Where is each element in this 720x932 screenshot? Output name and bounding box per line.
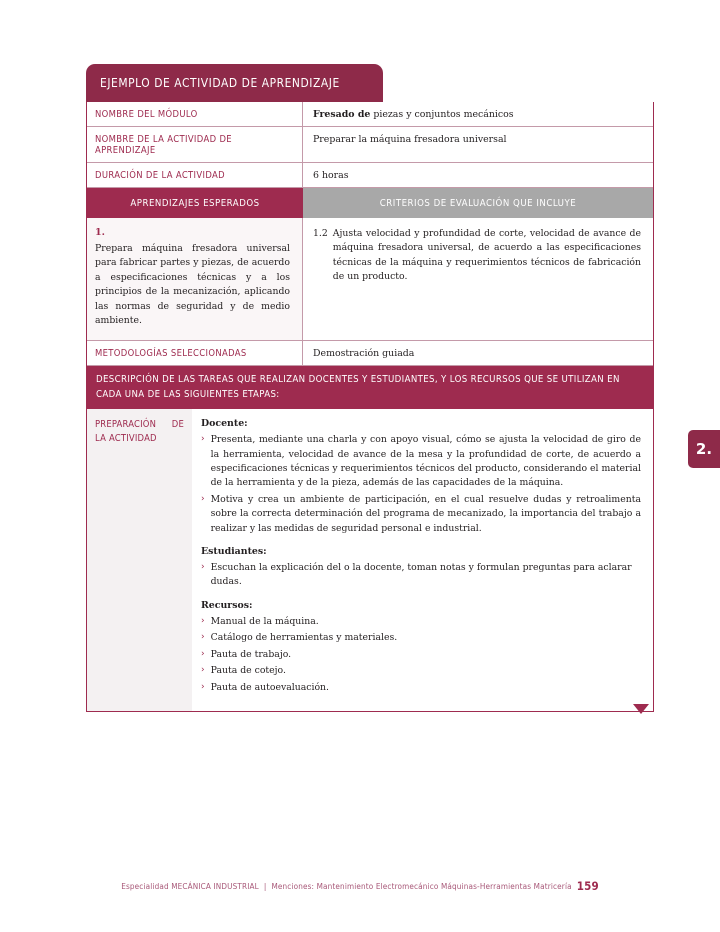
list-item: [201, 561, 641, 590]
list-item: [201, 631, 641, 645]
bullet-arrow-icon: ›: [201, 615, 205, 626]
footer-specialty: Especialidad MECÁNICA INDUSTRIAL: [121, 881, 259, 891]
row-label-nombre-actividad: NOMBRE DE LA ACTIVIDAD DE APRENDIZAJE: [87, 127, 303, 162]
list-item-text: Pauta de trabajo.: [210, 648, 292, 660]
row-value-modulo: [303, 102, 653, 126]
table-row: [87, 127, 653, 163]
list-item: [201, 681, 641, 695]
bullet-arrow-icon: ›: [201, 632, 205, 643]
list-item-text: Pauta de cotejo.: [210, 665, 286, 677]
bullet-arrow-icon: ›: [201, 681, 205, 692]
row-value-nombre-actividad: Preparar la máquina fresadora universal: [313, 134, 507, 145]
list-item: [201, 664, 641, 678]
criteria-text: Ajusta velocidad y profundidad de corte, velocidad de avance de máquina fresadora universal, de acuerdo a las especificaciones técnicas de la máquina y requerimientos técnicos de fabricación de un producto.: [332, 228, 641, 283]
chapter-tab-2: [688, 430, 720, 468]
activity-body-row: [87, 409, 653, 711]
row-label-duracion: DURACIÓN DE LA ACTIVIDAD: [87, 163, 303, 187]
table-row: [87, 341, 653, 366]
list-item-text: Manual de la máquina.: [210, 615, 319, 627]
activity-table: [86, 102, 654, 712]
footer-mentions: Menciones: Mantenimiento Electromecánico Máquinas-Herramientas Matricería: [271, 881, 572, 891]
group-title-estudiantes: Estudiantes:: [201, 546, 267, 558]
activity-stage-label: PREPARACIÓN DE LA ACTIVIDAD: [87, 409, 192, 711]
list-item-text: Pauta de autoevaluación.: [210, 681, 330, 693]
criteria-cell: [303, 218, 653, 340]
footer-separator: |: [263, 881, 267, 891]
list-item-text: Escuchan la explicación del o la docente, toman notas y formulan preguntas para aclarar dudas.: [210, 562, 632, 588]
list-item: [201, 433, 641, 491]
table-row: [87, 102, 653, 127]
learning-outcome-number: 1.: [95, 227, 106, 238]
band-criterios-evaluacion: CRITERIOS DE EVALUACIÓN QUE INCLUYE: [303, 188, 653, 218]
row-value-metodologias: Demostración guiada: [313, 348, 415, 360]
page-number: 159: [576, 879, 599, 893]
group-title-recursos: Recursos:: [201, 599, 253, 611]
chapter-tab-label: 2.: [695, 440, 713, 458]
learning-outcome-text: Prepara máquina fresadora universal para fabricar partes y piezas, de acuerdo a especificaciones técnicas y a los principios de la mecanización, aplicando las normas de seguridad y de medio ambiente.: [95, 243, 290, 327]
bullet-arrow-icon: ›: [201, 434, 205, 445]
row-label-modulo: NOMBRE DEL MÓDULO: [87, 102, 303, 126]
group-title-docente: Docente:: [201, 418, 248, 430]
list-item-text: Catálogo de herramientas y materiales.: [210, 632, 398, 644]
criteria-number: 1.2: [313, 228, 328, 239]
bullet-arrow-icon: ›: [201, 665, 205, 676]
page-footer: [0, 879, 720, 893]
list-item: [201, 648, 641, 662]
row-label-metodologias: METODOLOGÍAS SELECCIONADAS: [87, 341, 303, 365]
section-header-band: [87, 188, 653, 218]
bullet-arrow-icon: ›: [201, 562, 205, 573]
list-item: [201, 493, 641, 536]
continuation-triangle-icon: [633, 704, 649, 714]
row-value-modulo-rest: piezas y conjuntos mecánicos: [370, 109, 514, 120]
list-item: [201, 615, 641, 629]
bullet-arrow-icon: ›: [201, 493, 205, 504]
learning-outcome-cell: [87, 218, 303, 340]
band-aprendizajes-esperados: APRENDIZAJES ESPERADOS: [87, 188, 303, 218]
row-value-modulo-bold: Fresado de: [313, 109, 371, 120]
list-item-text: Presenta, mediante una charla y con apoyo visual, cómo se ajusta la velocidad de giro de la herramienta, velocidad de avance de la mesa y la profundidad de corte, de acuerdo a especificaciones técnicas y requerimientos técnicos del producto, considerando el material de la herramienta y de la pieza, además de las capacidades de la máquina.: [210, 434, 641, 489]
table-row: [87, 218, 653, 341]
criteria-item: [313, 227, 641, 285]
table-row: [87, 163, 653, 188]
activity-content: [192, 409, 653, 711]
activity-title-text: EJEMPLO DE ACTIVIDAD DE APRENDIZAJE: [100, 75, 340, 91]
bullet-arrow-icon: ›: [201, 648, 205, 659]
list-item-text: Motiva y crea un ambiente de participación, en el cual resuelve dudas y retroalimenta sobre la correcta determinación del programa de mecanizado, la importancia del trabajo a realizar y las medidas de seguridad personal e industrial.: [210, 493, 641, 534]
activity-title-banner: [86, 64, 383, 102]
description-band: DESCRIPCIÓN DE LAS TAREAS QUE REALIZAN DOCENTES Y ESTUDIANTES, Y LOS RECURSOS QUE SE UTILIZAN EN CADA UNA DE LAS SIGUIENTES ETAPAS:: [87, 366, 653, 409]
row-value-duracion: 6 horas: [313, 170, 349, 181]
